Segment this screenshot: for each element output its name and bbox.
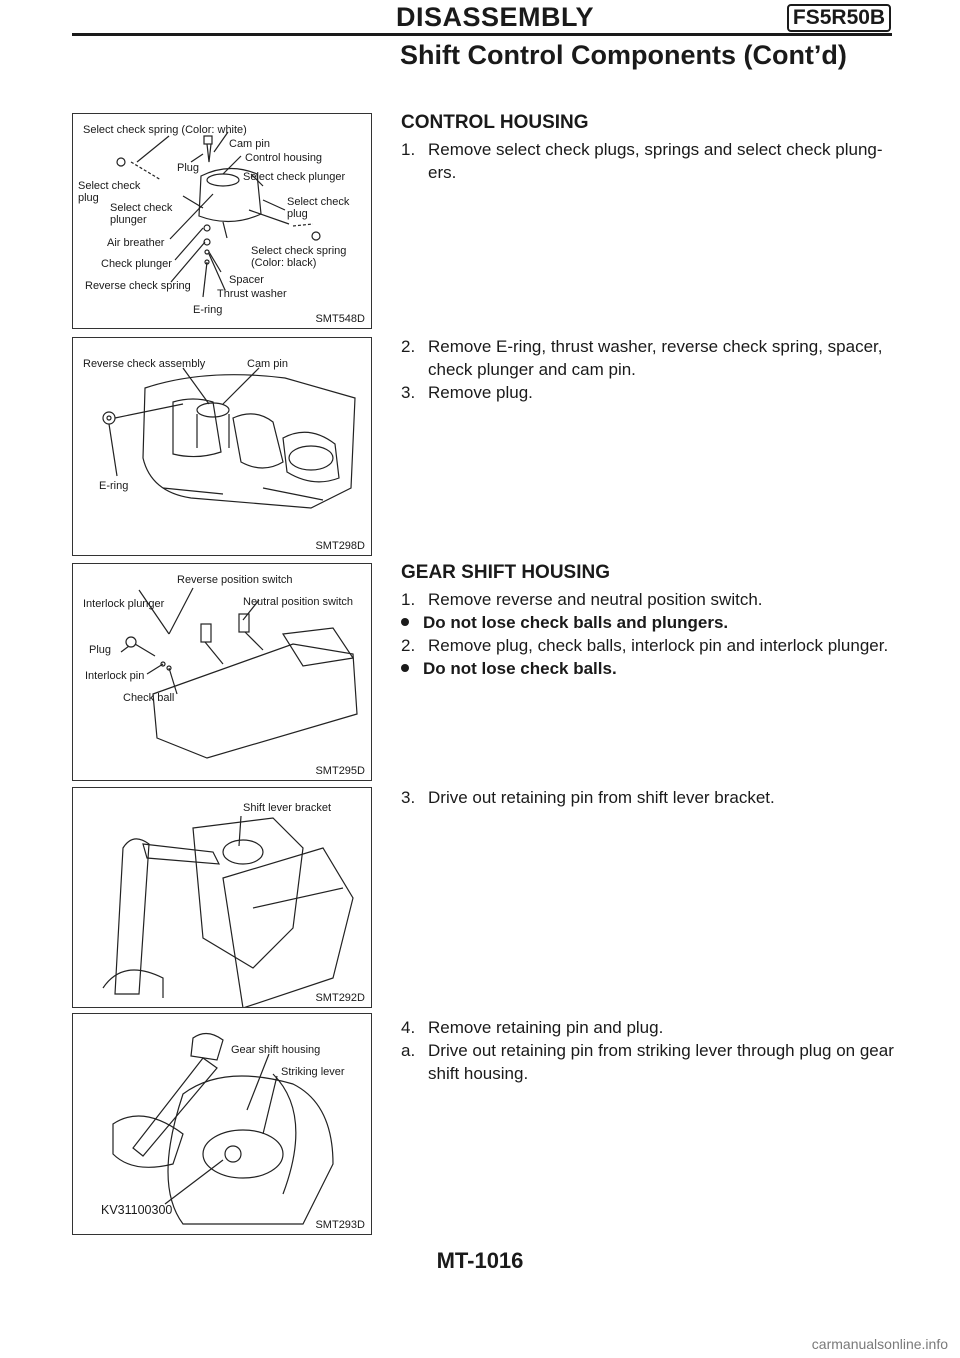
- model-badge: FS5R50B: [787, 4, 891, 32]
- label-spacer: Spacer: [229, 274, 264, 286]
- label-plug: Plug: [89, 644, 112, 656]
- label-e-ring: E-ring: [99, 480, 129, 492]
- figure-code: SMT292D: [315, 992, 365, 1004]
- label-reverse-position-switch: Reverse position switch: [177, 574, 293, 586]
- label-check-plunger: Check plunger: [101, 258, 172, 270]
- figure-code: SMT293D: [315, 1219, 365, 1231]
- label-select-check-spring-black: Select check spring (Color: black): [251, 245, 347, 269]
- gear-shift-step-2: [401, 634, 897, 657]
- figure-code: SMT298D: [315, 540, 365, 552]
- step-number: 2.: [401, 337, 416, 356]
- step-number: 3.: [401, 788, 416, 807]
- label-gear-shift-housing: Gear shift housing: [231, 1044, 321, 1056]
- page-number: MT-1016: [436, 1248, 524, 1273]
- section-title: Shift Control Components (Cont’d): [400, 40, 847, 70]
- figure-reverse-check-assembly: [72, 337, 372, 556]
- label-shift-lever-bracket: Shift lever bracket: [243, 802, 332, 814]
- step-number: 2.: [401, 636, 416, 655]
- step-letter: a.: [401, 1041, 416, 1060]
- step-text: Drive out retaining pin from striking lever through plug on gear shift housing.: [428, 1041, 894, 1083]
- figure-shift-lever-bracket: [72, 787, 372, 1008]
- gear-shift-note-1: [401, 611, 728, 634]
- label-interlock-pin: Interlock pin: [85, 670, 145, 682]
- figure-striking-lever: [72, 1013, 372, 1235]
- label-reverse-check-spring: Reverse check spring: [85, 280, 191, 292]
- label-select-check-plug-right: Select check plug: [287, 196, 350, 220]
- label-plug: Plug: [177, 162, 200, 174]
- control-housing-step-3: [401, 381, 897, 404]
- note-text: Do not lose check balls.: [423, 659, 617, 678]
- gear-shift-note-2: [401, 657, 617, 680]
- bullet-icon: [401, 664, 409, 672]
- label-select-check-spring-white: Select check spring (Color: white): [83, 124, 247, 136]
- gear-shift-step-3: [401, 786, 897, 809]
- header-title: DISASSEMBLY: [396, 2, 595, 32]
- label-select-check-plug-left: Select check plug: [78, 180, 141, 204]
- step-number: 3.: [401, 383, 416, 402]
- label-thrust-washer: Thrust washer: [217, 288, 287, 300]
- gear-shift-step-4: [401, 1016, 897, 1039]
- bullet-icon: [401, 618, 409, 626]
- step-text: Remove E-ring, thrust washer, reverse check spring, spacer, check plunger and cam pin.: [428, 337, 883, 379]
- step-text: Drive out retaining pin from shift lever bracket.: [428, 788, 775, 807]
- shift-lever-bracket-illustration: [73, 788, 371, 1007]
- step-text: Remove plug.: [428, 383, 533, 402]
- step-number: 4.: [401, 1018, 416, 1037]
- note-text: Do not lose check balls and plungers.: [423, 613, 729, 632]
- label-e-ring: E-ring: [193, 304, 223, 316]
- label-select-check-plunger: Select check plunger: [243, 171, 346, 183]
- label-cam-pin: Cam pin: [247, 358, 288, 370]
- step-number: 1.: [401, 140, 416, 159]
- label-tool-number: KV31100300: [101, 1203, 173, 1217]
- label-air-breather: Air breather: [107, 237, 165, 249]
- label-select-check-plunger-left: Select check plunger: [110, 202, 173, 226]
- figure-control-housing: [72, 113, 372, 329]
- striking-lever-illustration: [73, 1014, 371, 1234]
- reverse-check-illustration: [73, 338, 371, 555]
- label-control-housing: Control housing: [245, 152, 323, 164]
- label-check-ball: Check ball: [123, 692, 175, 704]
- step-text: Remove retaining pin and plug.: [428, 1018, 664, 1037]
- figure-code: SMT295D: [315, 765, 365, 777]
- step-text: Remove select check plugs, springs and select check plung-ers.: [428, 140, 883, 182]
- label-striking-lever: Striking lever: [281, 1066, 345, 1078]
- figure-gear-shift-housing-switches: [72, 563, 372, 781]
- step-text: Remove plug, check balls, interlock pin and interlock plunger.: [428, 636, 889, 655]
- heading-gear-shift-housing: GEAR SHIFT HOUSING: [401, 562, 611, 583]
- gear-shift-step-4a: [401, 1039, 897, 1085]
- control-housing-step-2: [401, 335, 897, 381]
- gear-shift-step-1: [401, 588, 897, 611]
- header-rule: [72, 33, 892, 36]
- label-reverse-check-assembly: Reverse check assembly: [83, 358, 206, 370]
- figure-code: SMT548D: [315, 313, 365, 325]
- step-text: Remove reverse and neutral position switch.: [428, 590, 763, 609]
- step-number: 1.: [401, 590, 416, 609]
- control-housing-step-1: [401, 138, 897, 184]
- label-neutral-position-switch: Neutral position switch: [243, 596, 354, 608]
- heading-control-housing: CONTROL HOUSING: [401, 112, 589, 133]
- label-interlock-plunger: Interlock plunger: [83, 598, 165, 610]
- label-cam-pin: Cam pin: [229, 138, 270, 150]
- watermark: carmanualsonline.info: [811, 1336, 948, 1352]
